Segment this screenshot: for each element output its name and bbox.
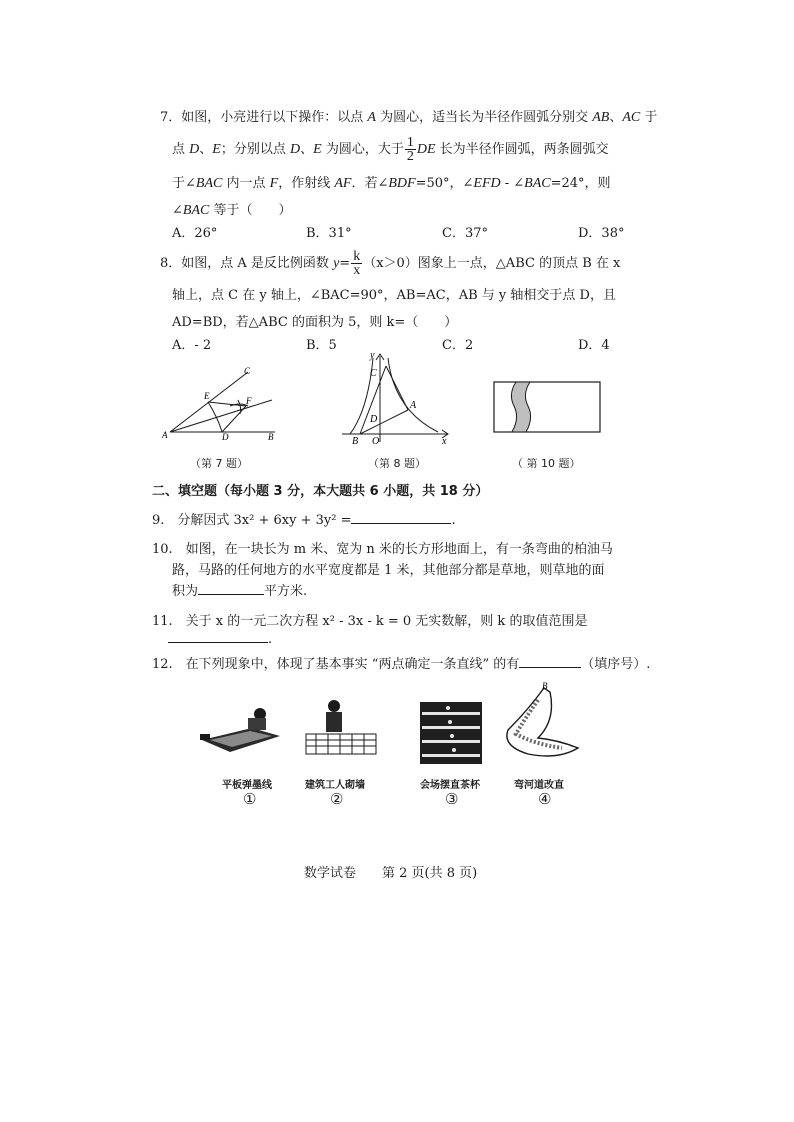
q10-line3: 积为 平方米. (172, 584, 308, 599)
q8-line2: 轴上，点 C 在 y 轴上，∠BAC=90°，AB=AC，AB 与 y 轴相交于点 D，且 (172, 288, 616, 303)
svg-text:E: E (204, 391, 210, 401)
q8-line3: AD=BD，若△ABC 的面积为 5，则 k=（ ） (172, 315, 458, 330)
q8-line1: 8．如图，点 A 是反比例函数 y= $\frac{k}{x}$ （x＞0）图象上一点，△ABC 的顶点 B 在 x (160, 249, 621, 278)
k-over-x-fraction: $\frac{k}{x}$ (353, 249, 361, 278)
svg-text:C: C (244, 366, 251, 376)
svg-text:D: D (222, 432, 229, 442)
figure-q7 (160, 362, 290, 442)
caption-q7: （第 7 题） (190, 457, 248, 470)
q12-item-2-number: ② (330, 790, 344, 808)
q12-answer-blank[interactable] (519, 667, 581, 668)
caption-q8: （第 8 题） (368, 457, 426, 470)
q7-line3: 于∠BAC 内一点 F，作射线 AF．若∠BDF=50°，∠EFD - ∠BAC=24°，则 (172, 176, 611, 191)
q12-item-4-label: 弯河道改直 (514, 780, 564, 791)
q9-answer-blank[interactable] (351, 523, 451, 524)
figure-q8 (338, 350, 456, 446)
svg-text:B: B (542, 681, 548, 691)
svg-text:C: C (370, 368, 377, 379)
picture-ink-line-board (196, 700, 288, 758)
picture-river-straightening (498, 680, 584, 764)
figure-q10 (492, 380, 602, 436)
q7-line4: ∠BAC 等于（ ） (172, 203, 292, 218)
page-footer: 数学试卷 第 2 页(共 8 页) (304, 866, 478, 881)
svg-text:B: B (352, 436, 359, 446)
q12-item-1-number: ① (243, 790, 257, 808)
svg-text:B: B (268, 432, 274, 442)
q10-line2: 路，马路的任何地方的水平宽度都是 1 米，其他部分都是草地，则草地的面 (172, 563, 605, 578)
section-heading-fill-in: 二、填空题（每小题 3 分，本大题共 6 小题，共 18 分） (152, 484, 489, 499)
q12-item-3-label: 会场摆直茶杯 (420, 780, 480, 791)
svg-text:O: O (372, 436, 380, 446)
q7-line2: 点 D、E；分别以点 D、E 为圆心，大于 $\frac{1}{2}$ DE 长为半径作圆弧，两条圆弧交 (172, 135, 609, 164)
q11-line2: . (168, 632, 272, 647)
q7-option-a: A．26° (172, 226, 218, 241)
q12-item-3-number: ③ (445, 790, 459, 808)
q12-text: 12. 在下列现象中，体现了基本事实 “两点确定一条直线” 的有 （填序号）. (152, 657, 651, 672)
svg-text:y: y (370, 350, 375, 361)
q8-option-a: A．- 2 (172, 338, 212, 353)
caption-q10: （ 第 10 题） (512, 457, 581, 470)
svg-text:x: x (442, 436, 447, 446)
svg-text:A: A (410, 400, 417, 411)
q7-option-d: D．38° (578, 226, 625, 241)
q7-option-c: C．37° (442, 226, 488, 241)
q12-item-4-number: ④ (538, 790, 552, 808)
q8-option-d: D．4 (578, 338, 610, 353)
svg-text:F: F (246, 396, 252, 406)
q8-option-c: C．2 (442, 338, 474, 353)
q12-item-2-label: 建筑工人砌墙 (305, 780, 365, 791)
svg-text:A: A (162, 430, 168, 440)
half-fraction: $\frac{1}{2}$ (406, 135, 414, 164)
picture-bricklaying (300, 696, 382, 758)
svg-text:D: D (370, 414, 378, 425)
q10-line1: 10. 如图，在一块长为 m 米、宽为 n 米的长方形地面上，有一条弯曲的柏油马 (152, 542, 613, 557)
q10-answer-blank[interactable] (198, 594, 264, 595)
q11-line1: 11. 关于 x 的一元二次方程 x² - 3x - k = 0 无实数解，则 k 的取值范围是 (152, 614, 588, 629)
q7-option-b: B．31° (306, 226, 352, 241)
q9-text: 9. 分解因式 3x² + 6xy + 3y² = . (152, 513, 456, 528)
q8-option-b: B．5 (306, 338, 337, 353)
q11-answer-blank[interactable] (168, 642, 268, 643)
q7-line1: 7．如图，小亮进行以下操作：以点 A 为圆心，适当长为半径作圆弧分别交 AB、AC 于 (160, 110, 658, 125)
q12-item-1-label: 平板弹墨线 (222, 780, 272, 791)
picture-teacups-in-line (418, 700, 484, 766)
